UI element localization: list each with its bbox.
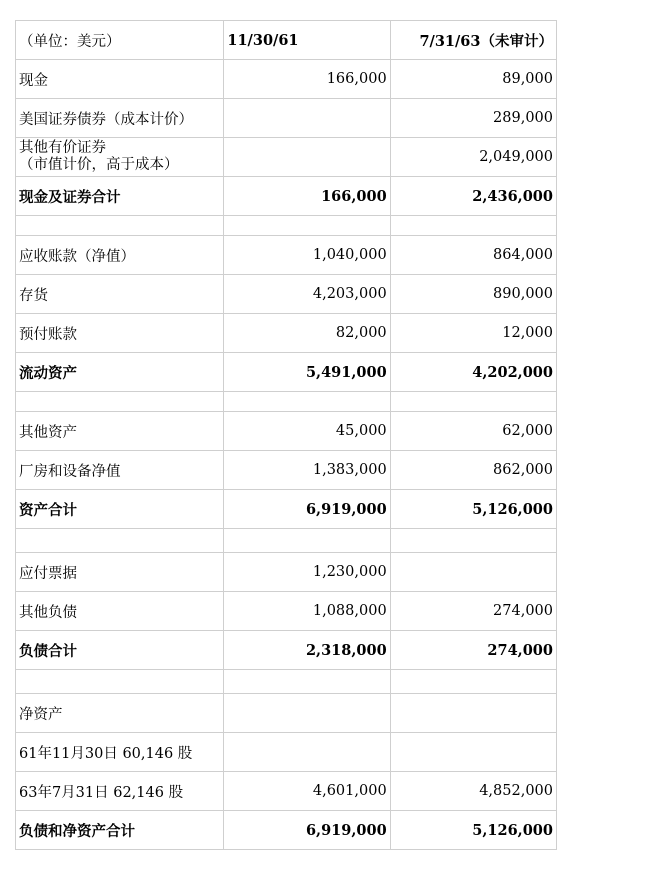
row-value-1: 4,203,000	[224, 275, 390, 314]
row-value-2: 5,126,000	[390, 490, 556, 529]
table-row	[16, 592, 557, 631]
row-value-1: 166,000	[224, 177, 390, 216]
row-label-line-1: 其他有价证券	[19, 140, 106, 156]
row-label: 净资产	[16, 694, 224, 733]
row-label: 资产合计	[16, 490, 224, 529]
column-header-2: 7/31/63（未审计）	[390, 21, 556, 60]
row-value-2: 89,000	[390, 60, 556, 99]
row-value-1	[224, 694, 390, 733]
row-label: 现金及证券合计	[16, 177, 224, 216]
table-row	[16, 99, 557, 138]
row-value-1	[224, 99, 390, 138]
row-value-2: 862,000	[390, 451, 556, 490]
row-value-2: 4,202,000	[390, 353, 556, 392]
row-label: 61年11月30日 60,146 股	[16, 733, 224, 772]
row-label: 厂房和设备净值	[16, 451, 224, 490]
spacer-row	[16, 392, 557, 412]
row-value-2: 890,000	[390, 275, 556, 314]
subtotal-row	[16, 177, 557, 216]
row-value-2: 274,000	[390, 592, 556, 631]
row-label: 负债和净资产合计	[16, 811, 224, 850]
table-row	[16, 60, 557, 99]
row-value-1: 1,383,000	[224, 451, 390, 490]
balance-sheet-table	[15, 20, 557, 850]
row-value-2: 5,126,000	[390, 811, 556, 850]
row-label	[16, 138, 224, 177]
table-row	[16, 451, 557, 490]
row-value-2: 2,436,000	[390, 177, 556, 216]
row-label: 预付账款	[16, 314, 224, 353]
total-row	[16, 811, 557, 850]
row-label: 现金	[16, 60, 224, 99]
subtotal-row	[16, 490, 557, 529]
table-row	[16, 772, 557, 811]
table-row	[16, 553, 557, 592]
row-value-2	[390, 553, 556, 592]
row-value-1: 82,000	[224, 314, 390, 353]
row-value-2: 4,852,000	[390, 772, 556, 811]
row-value-2	[390, 733, 556, 772]
row-value-1: 5,491,000	[224, 353, 390, 392]
row-label: 存货	[16, 275, 224, 314]
row-value-1	[224, 138, 390, 177]
spacer-row	[16, 670, 557, 694]
row-label: 流动资产	[16, 353, 224, 392]
row-value-1: 1,088,000	[224, 592, 390, 631]
row-label: 应收账款（净值）	[16, 236, 224, 275]
row-value-2: 62,000	[390, 412, 556, 451]
row-label: 63年7月31日 62,146 股	[16, 772, 224, 811]
row-value-1: 6,919,000	[224, 490, 390, 529]
table-header-row	[16, 21, 557, 60]
spacer-row	[16, 529, 557, 553]
table-row	[16, 412, 557, 451]
row-label: 美国证券债券（成本计价）	[16, 99, 224, 138]
row-label: 其他负债	[16, 592, 224, 631]
column-header-1: 11/30/61	[224, 21, 390, 60]
row-value-1: 1,040,000	[224, 236, 390, 275]
row-label: 应付票据	[16, 553, 224, 592]
table-row	[16, 275, 557, 314]
unit-label: （单位：美元）	[16, 21, 224, 60]
row-value-2: 289,000	[390, 99, 556, 138]
spacer-row	[16, 216, 557, 236]
subtotal-row	[16, 631, 557, 670]
table-row	[16, 138, 557, 177]
row-value-2: 12,000	[390, 314, 556, 353]
row-label-line-2: （市值计价，高于成本）	[19, 157, 179, 173]
row-value-1: 4,601,000	[224, 772, 390, 811]
row-value-1: 1,230,000	[224, 553, 390, 592]
row-value-2	[390, 694, 556, 733]
table-row	[16, 694, 557, 733]
subtotal-row	[16, 353, 557, 392]
row-value-2: 864,000	[390, 236, 556, 275]
table-row	[16, 236, 557, 275]
row-value-1: 6,919,000	[224, 811, 390, 850]
row-value-1	[224, 733, 390, 772]
row-value-1: 2,318,000	[224, 631, 390, 670]
row-value-2: 2,049,000	[390, 138, 556, 177]
table-row	[16, 314, 557, 353]
row-label: 负债合计	[16, 631, 224, 670]
row-value-1: 166,000	[224, 60, 390, 99]
table-row	[16, 733, 557, 772]
row-label: 其他资产	[16, 412, 224, 451]
row-value-2: 274,000	[390, 631, 556, 670]
row-value-1: 45,000	[224, 412, 390, 451]
